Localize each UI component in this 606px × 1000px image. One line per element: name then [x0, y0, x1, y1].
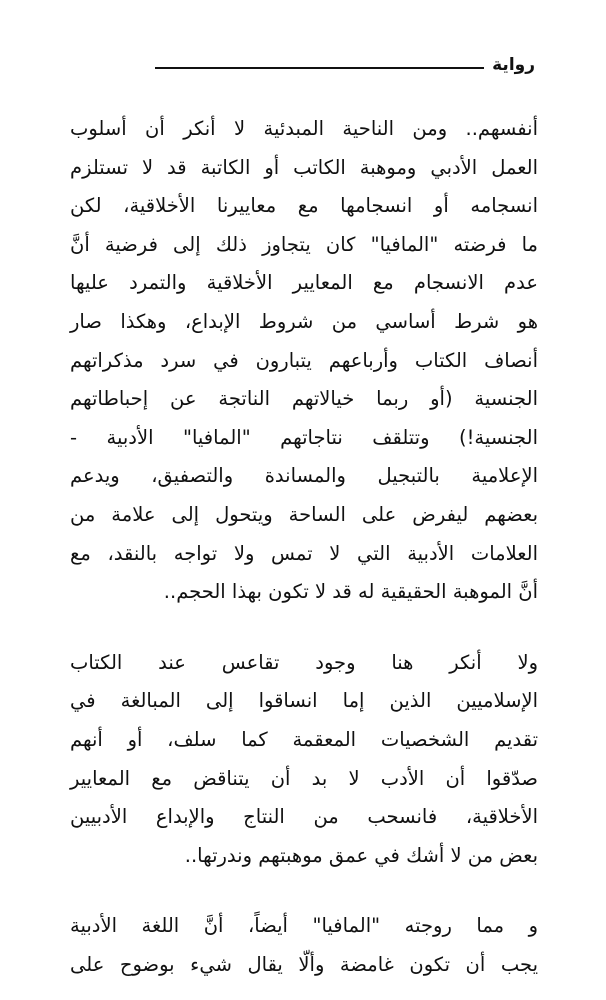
text-line: الإسلاميين الذين إما انساقوا إلى المبالغة في: [70, 689, 538, 713]
text-line: أنفسهم.. ومن الناحية المبدئية لا أنكر أن أسلوب: [70, 117, 538, 140]
paragraph-2: [70, 644, 538, 876]
text-line: هو شرط أساسي من شروط الإبداع، وهكذا صار: [70, 309, 538, 333]
paragraph-1: [70, 110, 538, 612]
text-line: بعضهم ليفرض على الساحة ويتحول إلى علامة من: [70, 502, 538, 526]
text-line: بعض من لا أشك في عمق موهبتهم وندرتها..: [184, 843, 538, 867]
text-line: ما فرضته "المافيا" كان يتجاوز ذلك إلى فرضية أنَّ: [70, 232, 538, 256]
paragraph-3: [70, 907, 538, 984]
text-line: و مما روجته "المافيا" أيضاً، أنَّ اللغة الأدبية: [70, 914, 538, 938]
running-header: [155, 50, 535, 80]
text-line: العمل الأدبي وموهبة الكاتب أو الكاتبة قد لا تستلزم: [70, 155, 538, 179]
running-header-title: رواية: [492, 55, 535, 75]
text-line: يجب أن تكون غامضة وألّا يقال شيء بوضوح على: [70, 952, 538, 976]
text-line: انسجامه أو انسجامها مع معاييرنا الأخلاقية، لكن: [70, 194, 538, 218]
text-line: ولا أنكر هنا وجود تقاعس عند الكتاب: [70, 650, 538, 674]
text-line: عدم الانسجام مع المعايير الأخلاقية والتمرد عليها: [70, 271, 538, 295]
text-line: الجنسية (أو ربما خيالاتهم الناتجة عن إحباطاتهم: [70, 387, 538, 411]
paragraph-gap: [70, 875, 538, 907]
header-rule: [155, 67, 484, 69]
text-line: الإعلامية بالتبجيل والمساندة والتصفيق، ويدعم: [70, 464, 538, 488]
text-line: صدّقوا أن الأدب لا بد أن يتناقض مع المعايير: [70, 766, 538, 790]
text-line: الأخلاقية، فانسحب من النتاج والإبداع الأدبيين: [70, 805, 538, 829]
text-line: أنصاف الكتاب وأرباعهم يتبارون في سرد مذكراتهم: [70, 348, 538, 372]
text-line: تقديم الشخصيات المعقمة كما سلف، أو أنهم: [70, 727, 538, 751]
text-line: الجنسية!) وتتلقف نتاجاتهم "المافيا" الأدبية -: [70, 425, 538, 449]
paragraph-gap: [70, 612, 538, 644]
text-line: أنَّ الموهبة الحقيقية له قد لا تكون بهذا الحجم..: [163, 580, 538, 604]
text-line: العلامات الأدبية التي لا تمس ولا تواجه بالنقد، مع: [70, 541, 538, 565]
body-text: [70, 110, 538, 984]
